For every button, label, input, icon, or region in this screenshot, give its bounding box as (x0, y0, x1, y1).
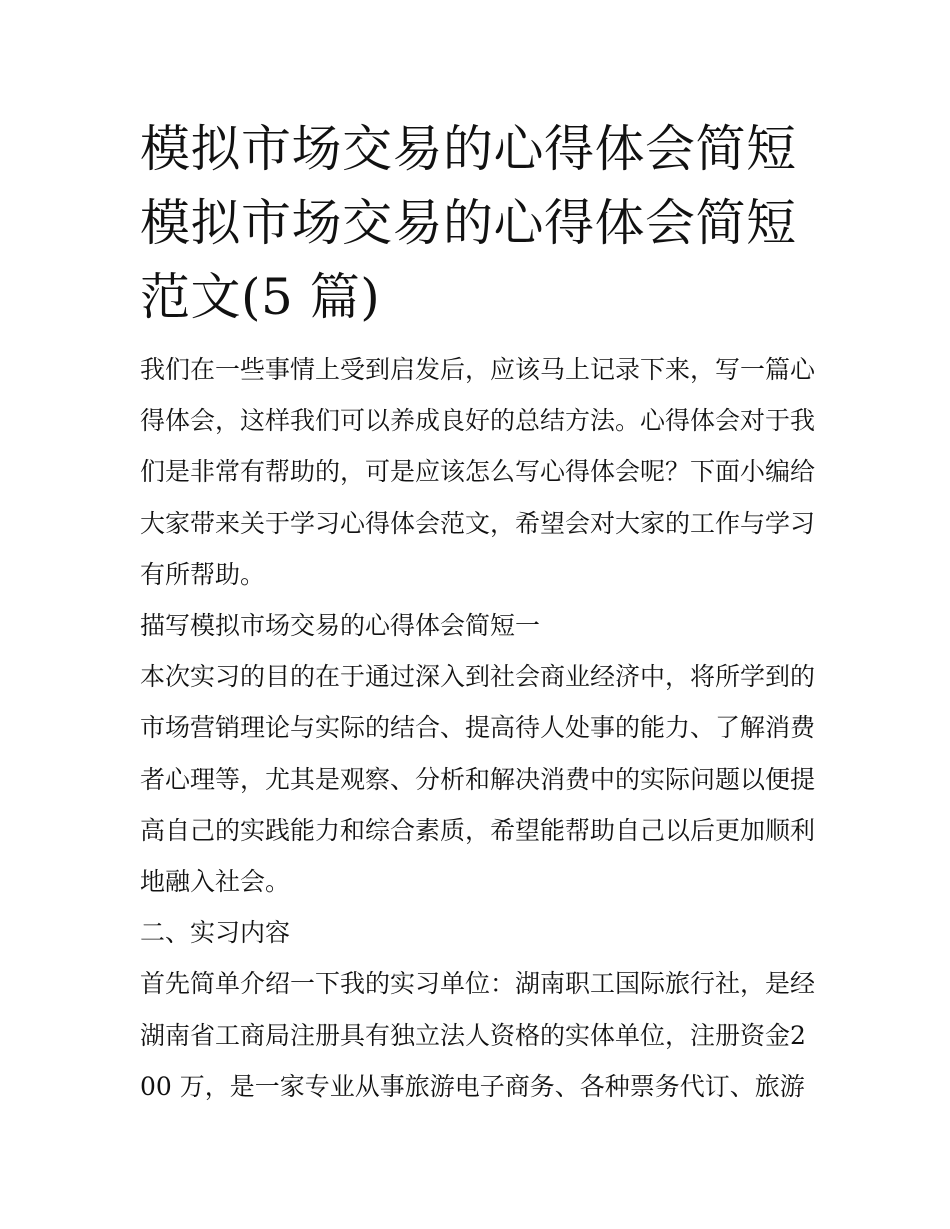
body-paragraph-2: 首先简单介绍一下我的实习单位：湖南职工国际旅行社，是经湖南省工商局注册具有独立法人资格的实体单位，注册资金200 万，是一家专业从事旅游电子商务、各种票务代订、旅游 (140, 969, 816, 1101)
intro-paragraph: 我们在一些事情上受到启发后，应该马上记录下来，写一篇心得体会，这样我们可以养成良好的总结方法。心得体会对于我们是非常有帮助的，可是应该怎么写心得体会呢？下面小编给大家带来关于学习心得体会范文，希望会对大家的工作与学习有所帮助。 (140, 355, 816, 589)
section-heading-1: 描写模拟市场交易的心得体会简短一 (140, 611, 541, 641)
document-title (140, 112, 815, 334)
title-line-1: 模拟市场交易的心得体会简短 (140, 120, 797, 178)
title-line-2: 模拟市场交易的心得体会简短 (140, 194, 797, 252)
body-paragraph-1: 本次实习的目的在于通过深入到社会商业经济中，将所学到的市场营销理论与实际的结合、提高待人处事的能力、了解消费者心理等，尤其是观察、分析和解决消费中的实际问题以便提高自己的实践能力和综合素质，希望能帮助自己以后更加顺利地融入社会。 (140, 662, 816, 897)
document-body (140, 112, 815, 1112)
title-line-3: 范文(5 篇) (140, 268, 381, 326)
section-heading-2: 二、实习内容 (140, 918, 291, 948)
